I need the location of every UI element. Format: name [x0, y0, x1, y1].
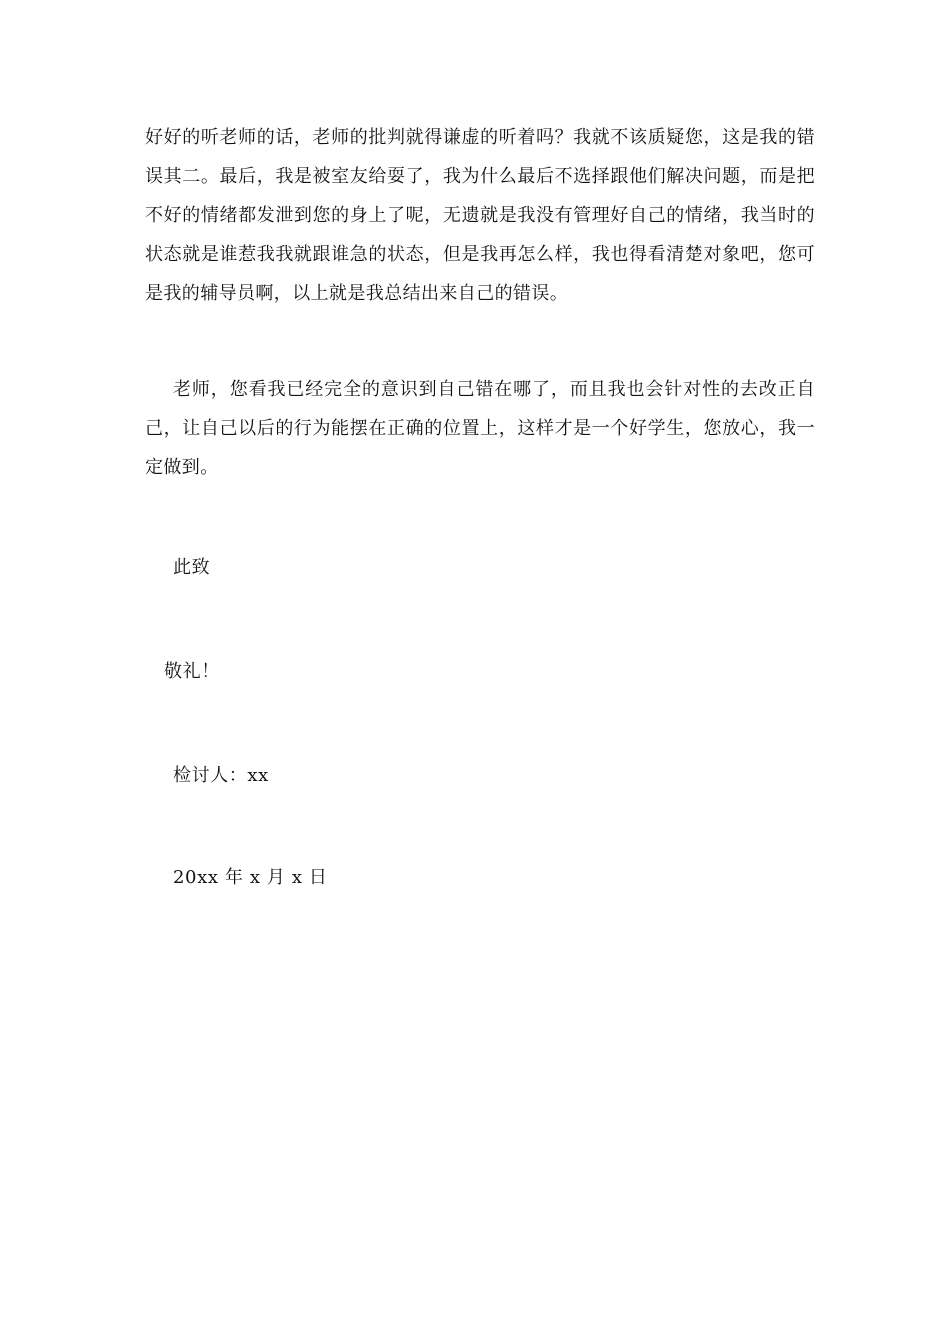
body-paragraph-1: 好好的听老师的话，老师的批判就得谦虚的听着吗？我就不该质疑您，这是我的错误其二。最后，我是被室友给耍了，我为什么最后不选择跟他们解决问题，而是把不好的情绪都发泄到您的身上了呢，无遗就是我没有管理好自己的情绪，我当时的状态就是谁惹我我就跟谁急的状态，但是我再怎么样，我也得看清楚对象吧，您可是我的辅导员啊，以上就是我总结出来自己的错误。 [145, 127, 815, 304]
body-paragraph-2: 老师，您看我已经完全的意识到自己错在哪了，而且我也会针对性的去改正自己，让自己以后的行为能摆在正确的位置上，这样才是一个好学生，您放心，我一定做到。 [145, 379, 815, 478]
date-line: 20xx 年 x 月 x 日 [173, 867, 328, 888]
salutation-line: 敬礼！ [164, 661, 220, 682]
closing-line: 此致 [173, 557, 211, 578]
signer-line: 检讨人：xx [173, 765, 269, 786]
